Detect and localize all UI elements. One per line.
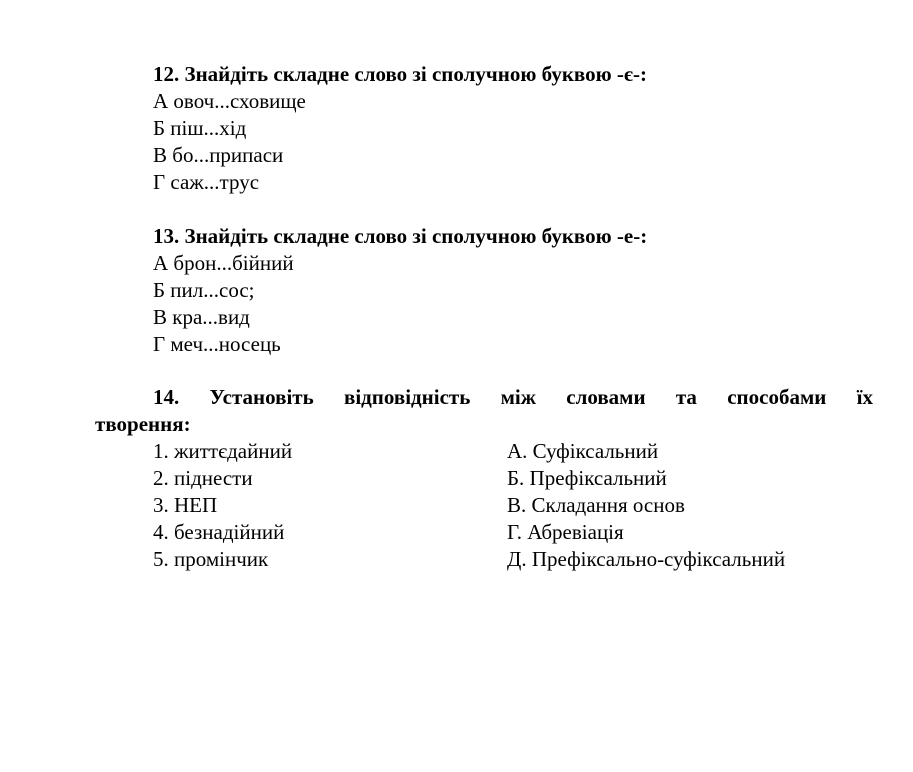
- question-14-title-continuation: творення:: [95, 412, 191, 436]
- question-12-option-d: Г саж...трус: [153, 170, 260, 194]
- question-13-option-b: Б пил...сос;: [153, 278, 255, 302]
- question-14-word-3: 3. НЕП: [153, 493, 218, 517]
- question-14-method-c: В. Складання основ: [507, 493, 685, 517]
- question-14-title-word: 14.: [153, 385, 180, 409]
- question-14-method-d: Г. Абревіація: [507, 520, 624, 544]
- question-14-title-word: відповідність: [344, 385, 471, 409]
- question-12-title: 12. Знайдіть складне слово зі сполучною буквою -є-:: [153, 62, 647, 86]
- question-13-option-d: Г меч...носець: [153, 332, 281, 356]
- question-14-method-a: А. Суфіксальний: [507, 439, 659, 463]
- question-13-option-a: А брон...бійний: [153, 251, 294, 275]
- question-14-title: [153, 385, 873, 410]
- question-14-method-b: Б. Префіксальний: [507, 466, 667, 490]
- question-14-word-2: 2. піднести: [153, 466, 253, 490]
- question-14-title-word: між: [500, 385, 536, 409]
- question-14-word-1: 1. життєдайний: [153, 439, 293, 463]
- question-14-title-word: та: [675, 385, 697, 409]
- question-14-word-5: 5. промінчик: [153, 547, 269, 571]
- question-14-title-word: їх: [856, 385, 873, 409]
- question-12-option-b: Б піш...хід: [153, 116, 247, 140]
- question-12-option-a: А овоч...сховище: [153, 89, 306, 113]
- question-14-title-word: способами: [727, 385, 827, 409]
- question-13-option-c: В кра...вид: [153, 305, 250, 329]
- question-14-title-word: словами: [566, 385, 646, 409]
- question-14-title-word: Установіть: [209, 385, 314, 409]
- question-14-word-4: 4. безнадійний: [153, 520, 285, 544]
- question-13-title: 13. Знайдіть складне слово зі сполучною буквою -е-:: [153, 224, 648, 248]
- question-12-option-c: В бо...припаси: [153, 143, 284, 167]
- question-14-method-e: Д. Префіксально-суфіксальний: [507, 547, 786, 571]
